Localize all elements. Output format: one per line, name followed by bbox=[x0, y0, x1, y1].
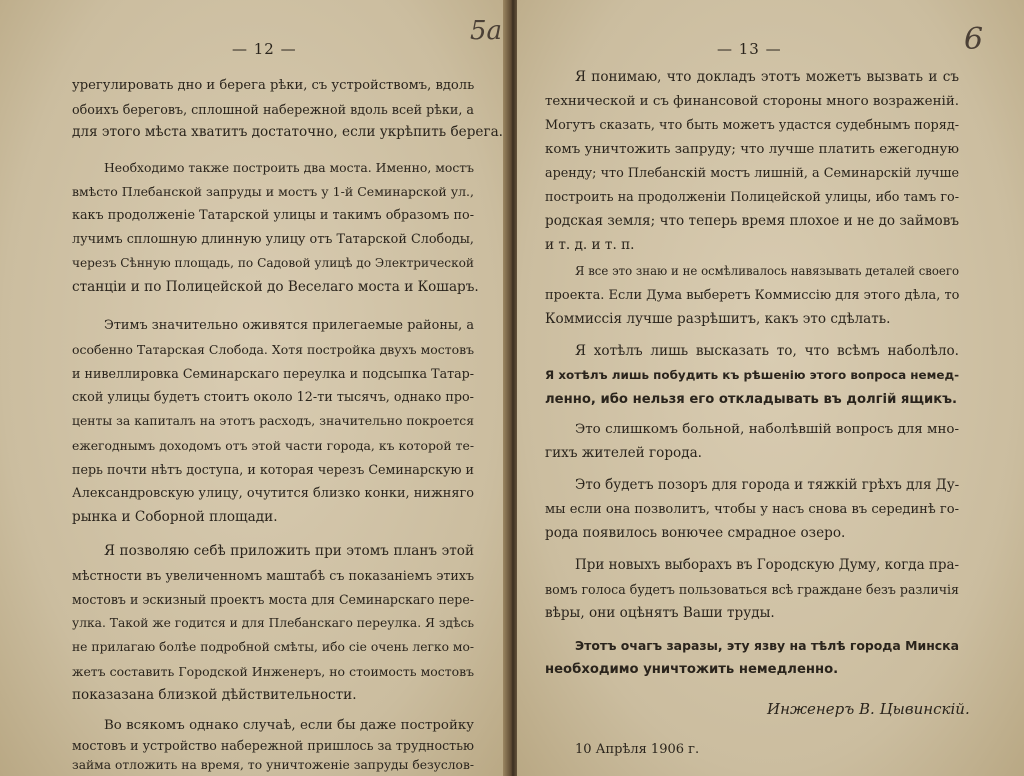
text-line: и нивеллировка Семинарскаго переулка и подсыпка Татар- bbox=[72, 366, 474, 381]
text-line: Это слишкомъ больной, наболѣвшій вопросъ для мно- bbox=[575, 422, 959, 437]
text-line-bold: Этотъ очагъ заразы, эту язву на тѣлѣ города Минска bbox=[575, 638, 959, 653]
text-line: Это будетъ позоръ для города и тяжкій грѣхъ для Ду- bbox=[575, 477, 960, 493]
text-line: вѣры, они оцѣнятъ Ваши труды. bbox=[545, 605, 775, 621]
text-line: гихъ жителей города. bbox=[545, 445, 702, 461]
text-line: жетъ составить Городской Инженеръ, но стоимость мостовъ bbox=[72, 664, 474, 679]
text-line: Необходимо также построить два моста. Именно, мостъ bbox=[104, 160, 474, 175]
text-line-bold: ленно, ибо нельзя его откладывать въ долгій ящикъ. bbox=[545, 392, 958, 407]
text-line: Я понимаю, что докладъ этотъ можетъ вызвать и съ bbox=[575, 69, 959, 85]
text-line: мы если она позволитъ, чтобы у насъ снова въ серединѣ го- bbox=[545, 502, 959, 517]
text-line-bold-mixed: Этимъ значительно оживятся прилегаемые районы, а bbox=[104, 318, 474, 333]
page-number: — 12 — bbox=[232, 40, 297, 58]
text-line: Коммиссія лучше разрѣшитъ, какъ это сдѣлать. bbox=[545, 311, 891, 327]
handwritten-page-mark: 6 bbox=[964, 22, 984, 57]
text-line: При новыхъ выборахъ въ Городскую Думу, когда пра- bbox=[575, 557, 960, 573]
text-line: комъ уничтожить запруду; что лучше платить ежегодную bbox=[545, 142, 959, 157]
text-line: рода появилось вонючее смрадное озеро. bbox=[545, 525, 846, 541]
text-line: центы за капиталъ на этотъ расходъ, значительно покроется bbox=[72, 414, 474, 428]
text-line: вмѣсто Плебанской запруды и мостъ у 1-й Семинарской ул., bbox=[72, 184, 474, 199]
page-right bbox=[517, 0, 1024, 776]
text-line: Я все это знаю и не осмѣливалось навязывать деталей своего bbox=[575, 264, 959, 278]
text-line: аренду; что Плебанскій мостъ лишній, а Семинарскій лучше bbox=[545, 166, 959, 181]
text-line: мѣстности въ увеличенномъ маштабѣ съ показаніемъ этихъ bbox=[72, 568, 474, 583]
text-line: Могутъ сказать, что быть можетъ удастся судебнымъ поряд- bbox=[545, 118, 960, 133]
text-line: займа отложить на время, то уничтоженіе запруды безуслов- bbox=[72, 758, 474, 772]
signature: Инженеръ В. Цывинскій. bbox=[767, 700, 970, 718]
text-line: ской улицы будетъ стоитъ около 12-ти тысячъ, однако про- bbox=[72, 390, 474, 405]
text-line: Я хотѣлъ лишь высказать то, что всѣмъ наболѣло. bbox=[575, 343, 959, 359]
text-line: вомъ голоса будетъ пользоваться всѣ граждане безъ различія bbox=[545, 582, 959, 597]
text-line-bold: необходимо уничтожить немедленно. bbox=[545, 662, 839, 677]
text-line: проекта. Если Дума выберетъ Коммиссію для этого дѣла, то bbox=[545, 288, 960, 303]
text-line: рынка и Соборной площади. bbox=[72, 509, 278, 525]
text-line: какъ продолженіе Татарской улицы и такимъ образомъ по- bbox=[72, 208, 474, 223]
text-line: Я позволяю себѣ приложить при этомъ планъ этой bbox=[104, 543, 474, 559]
text-line-bold: Я хотѣлъ лишь побудить къ рѣшенію этого вопроса немед- bbox=[545, 368, 960, 382]
text-line: обоихъ береговъ, сплошной набережной вдоль всей рѣки, а bbox=[72, 102, 474, 117]
text-line: Александровскую улицу, очутится близко конки, нижняго bbox=[72, 486, 474, 501]
text-line: построить на продолженіи Полицейской улицы, ибо тамъ го- bbox=[545, 190, 959, 205]
text-line: черезъ Сѣнную площадь, по Садовой улицѣ до Электрической bbox=[72, 256, 474, 270]
text-line: перь почти нѣтъ доступа, и которая черезъ Семинарскую и bbox=[72, 462, 474, 477]
date-line: 10 Апрѣля 1906 г. bbox=[575, 742, 700, 757]
text-line: не прилагаю болѣе подробной смѣты, ибо сіе очень легко мо- bbox=[72, 640, 474, 654]
text-line: мостовъ и эскизный проектъ моста для Семинарскаго пере- bbox=[72, 592, 474, 607]
text-line: показазана близкой дѣйствительности. bbox=[72, 687, 357, 703]
text-line: улка. Такой же годится и для Плебанскаго переулка. Я здѣсь bbox=[72, 616, 474, 630]
text-line: мостовъ и устройство набережной пришлось за трудностью bbox=[72, 738, 474, 753]
text-line: и т. д. и т. п. bbox=[545, 237, 635, 253]
page-number: — 13 — bbox=[717, 40, 782, 58]
text-line: урегулировать дно и берега рѣки, съ устройствомъ, вдоль bbox=[72, 78, 475, 93]
text-line: особенно Татарская Слобода. Хотя постройка двухъ мостовъ bbox=[72, 342, 474, 357]
text-line: Во всякомъ однако случаѣ, если бы даже постройку bbox=[104, 718, 474, 733]
text-line: лучимъ сплошную длинную улицу отъ Татарской Слободы, bbox=[72, 232, 474, 247]
handwritten-page-mark: 5a bbox=[470, 16, 503, 46]
text-line: технической и съ финансовой стороны много возраженій. bbox=[545, 94, 959, 109]
text-line: ежегоднымъ доходомъ отъ этой части города, къ которой те- bbox=[72, 438, 474, 453]
text-line: станціи и по Полицейской до Веселаго моста и Кошаръ. bbox=[72, 279, 479, 295]
page-left bbox=[0, 0, 507, 776]
text-line: родская земля; что теперь время плохое и не до займовъ bbox=[545, 213, 959, 229]
text-line: для этого мѣста хватитъ достаточно, если укрѣпить берега. bbox=[72, 124, 503, 140]
